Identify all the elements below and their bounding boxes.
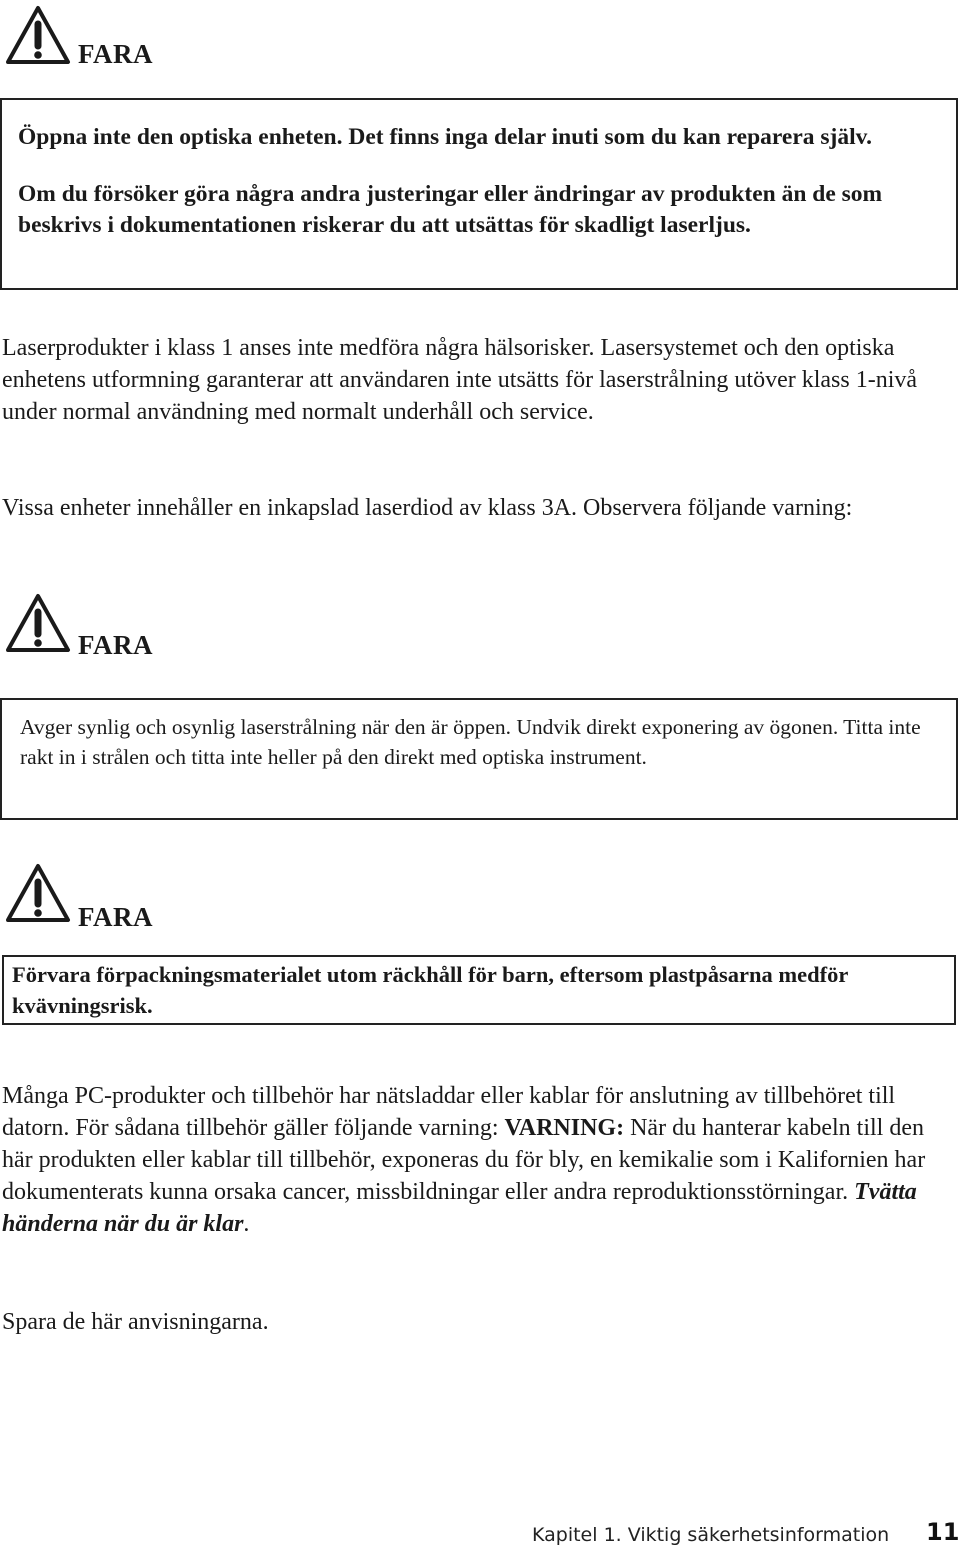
- paragraph-laser-class1: Laserprodukter i klass 1 anses inte medföra några hälsorisker. Lasersystemet och den optiska enhetens utformning garanterar att användaren inte utsätts för laserstrålning utöver klass 1-nivå under normal användning med normalt underhåll och service.: [2, 335, 918, 425]
- footer-chapter: Kapitel 1. Viktig säkerhetsinformation: [532, 1524, 890, 1546]
- danger-text-3: Förvara förpackningsmaterialet utom räckhåll för barn, eftersom plastpåsarna medför kvävningsrisk.: [12, 962, 848, 1018]
- danger-heading-3: [4, 862, 304, 932]
- danger-heading-2: [4, 592, 304, 662]
- danger-label: FARA: [78, 39, 153, 69]
- paragraph-class3a: Vissa enheter innehåller en inkapslad laserdiod av klass 3A. Observera följande varning:: [2, 495, 853, 521]
- danger-text-1a: Öppna inte den optiska enheten. Det finns inga delar inuti som du kan reparera själv.: [18, 124, 872, 150]
- warning-triangle-icon: [4, 4, 72, 66]
- paragraph-cables: [2, 1080, 952, 1240]
- danger-box-1: [0, 98, 958, 290]
- danger-label: FARA: [78, 902, 153, 932]
- warning-label: VARNING:: [504, 1115, 625, 1141]
- warning-triangle-icon: [4, 592, 72, 654]
- period: .: [243, 1211, 250, 1237]
- wash-hands-text: Tvätta händerna när du är klar: [2, 1179, 917, 1237]
- warning-triangle-icon: [4, 862, 72, 924]
- danger-text-2: Avger synlig och osynlig laserstrålning när den är öppen. Undvik direkt exponering av ögonen. Titta inte rakt in i strålen och titta inte heller på den direkt med optiska instrument.: [20, 715, 921, 769]
- danger-heading-1: [4, 4, 304, 74]
- danger-box-2: [0, 698, 958, 820]
- warning-text: När du hanterar kabeln till den här produkten eller kablar till tillbehör, exponeras du för bly, en kemikalie som i Kalifornien har dokumenterats kunna orsaka cancer, missbildningar eller andra reproduktionsstörningar.: [2, 1115, 926, 1205]
- paragraph-save: Spara de här anvisningarna.: [2, 1309, 269, 1335]
- danger-box-3: [2, 955, 956, 1025]
- danger-label: FARA: [78, 630, 153, 660]
- danger-text-1b: Om du försöker göra några andra justeringar eller ändringar av produkten än de som beskrivs i dokumentationen riskerar du att utsättas för skadligt laserljus.: [18, 181, 883, 238]
- footer-page-number: 11: [926, 1518, 960, 1546]
- cables-intro: Många PC-produkter och tillbehör har nätsladdar eller kablar för anslutning av tillbehöret till datorn. För sådana tillbehör gäller följande varning:: [2, 1083, 896, 1141]
